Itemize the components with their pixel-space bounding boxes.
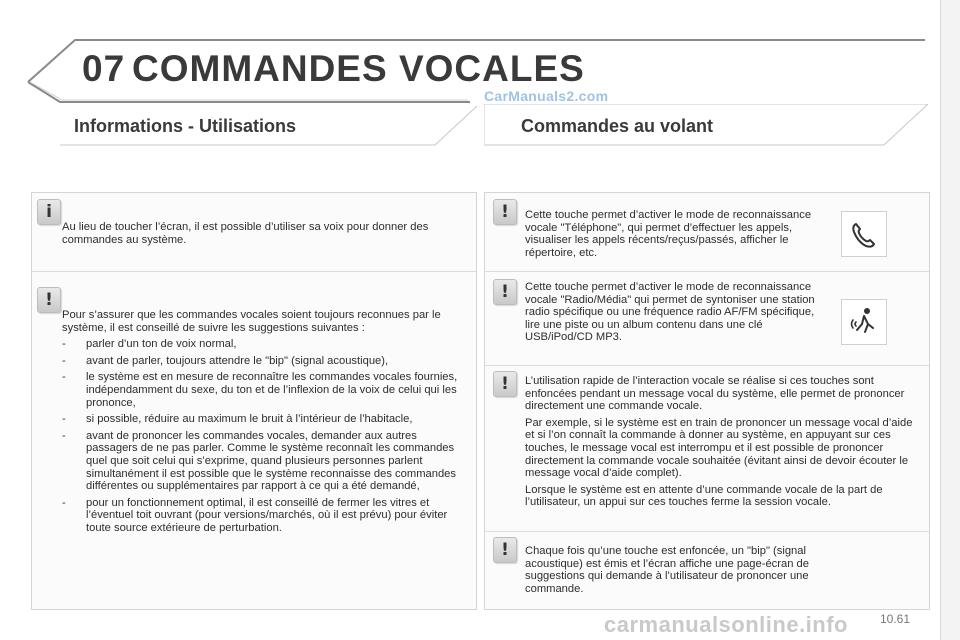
left-heading-text: Informations - Utilisations <box>74 116 297 136</box>
voice-button-note: Cette touche permet d’activer le mode de reconnaissance vocale "Radio/Média" qui permet de syntoniser une station radio spécifique ou une fréquence radio AF/FM spécifique, lire une piste ou un album contenu dans une clé USB/iPod/CD MP3. <box>525 281 815 344</box>
warning-note <box>62 309 467 539</box>
suggestion-item: - parler d’un ton de voix normal, <box>62 338 467 351</box>
phone-button-note: Cette touche permet d’activer le mode de reconnaissance vocale "Téléphone", qui permet d’effectuer les appels, visualiser les appels récents/reçus/passés, afficher le répertoire, etc. <box>525 209 812 259</box>
warning-icon: ! <box>493 279 517 305</box>
suggestion-item: - avant de parler, toujours attendre le "bip" (signal acoustique), <box>62 355 467 368</box>
bip-note: Chaque fois qu’une touche est enfoncée, un "bip" (signal acoustique) est émis et l’écran affiche une page-écran de suggestions qui demande à l’utilisateur de prononcer une commande. <box>525 545 810 595</box>
left-divider <box>32 271 476 272</box>
usage-paragraph: Par exemple, si le système est en train de prononcer un message vocal d’aide et si l’on connaît la commande à donner au système, en appuyant sur ces touches, le message vocal est interrompu et il est possible de prononcer directement la commande vocale souhaitée (évitant ainsi de devoir écouter le message vocal d’aide complet). <box>525 416 913 480</box>
right-section-heading <box>484 104 924 144</box>
warning-intro: Pour s’assurer que les commandes vocales soient toujours reconnues par le système, il est conseillé de suivre les suggestions suivantes : <box>62 309 441 334</box>
right-divider-3 <box>485 531 929 532</box>
right-divider-2 <box>485 365 929 366</box>
warning-icon: ! <box>37 287 61 313</box>
suggestion-list <box>62 338 467 534</box>
left-content-box <box>31 192 477 610</box>
page-edge-strip <box>940 0 960 640</box>
page-number: 10.61 <box>880 612 911 626</box>
info-icon: i <box>37 199 61 225</box>
usage-paragraph: Lorsque le système est en attente d’une commande vocale de la part de l’utilisateur, un appui sur ces touches ferme la session vocale. <box>525 483 883 509</box>
right-divider-1 <box>485 271 929 272</box>
info-note: Au lieu de toucher l’écran, il est possible d’utiliser sa voix pour donner des commandes au système. <box>62 221 429 246</box>
right-heading-text: Commandes au volant <box>521 116 714 136</box>
chapter-title: COMMANDES VOCALES <box>132 48 585 89</box>
warning-icon: ! <box>493 537 517 563</box>
warning-icon: ! <box>493 199 517 225</box>
usage-paragraph: L’utilisation rapide de l’interaction vocale se réalise si ces touches sont enfoncées pendant un message vocal du système, elle permet de prononcer directement une commande vocale. <box>525 375 905 413</box>
voice-key-image <box>841 299 887 345</box>
quick-use-note <box>525 375 921 513</box>
chapter-number: 07 <box>82 48 126 89</box>
right-content-box <box>484 192 930 610</box>
warning-icon: ! <box>493 371 517 397</box>
phone-key-image <box>841 211 887 257</box>
voice-command-icon <box>842 300 886 344</box>
phone-icon <box>842 212 886 256</box>
suggestion-item: - pour un fonctionnement optimal, il est conseillé de fermer les vitres et l’éventuel toit ouvrant (pour versions/marchés, où il est prévu) pour éviter toute source extérieure de perturbation. <box>62 497 467 535</box>
watermark-bottom: carmanualsonline.info <box>604 612 848 637</box>
suggestion-item: - avant de prononcer les commandes vocales, demander aux autres passagers de ne pas parler. Comme le système reconnaît les commandes quel que soit celui qui s’exprime, quand plusieurs personnes parlent simultanément il est possible que le système reconnaisse des commandes différentes ou supplémentaires par rapport à ce qui a été demandé, <box>62 430 467 493</box>
suggestion-item: - si possible, réduire au maximum le bruit à l’intérieur de l’habitacle, <box>62 413 467 426</box>
left-section-heading <box>60 104 460 144</box>
suggestion-item: - le système est en mesure de reconnaître les commandes vocales fournies, indépendamment du sexe, du ton et de l’inflexion de la voix de celui qui les prononce, <box>62 371 467 409</box>
watermark-top: CarManuals2.com <box>484 88 609 104</box>
